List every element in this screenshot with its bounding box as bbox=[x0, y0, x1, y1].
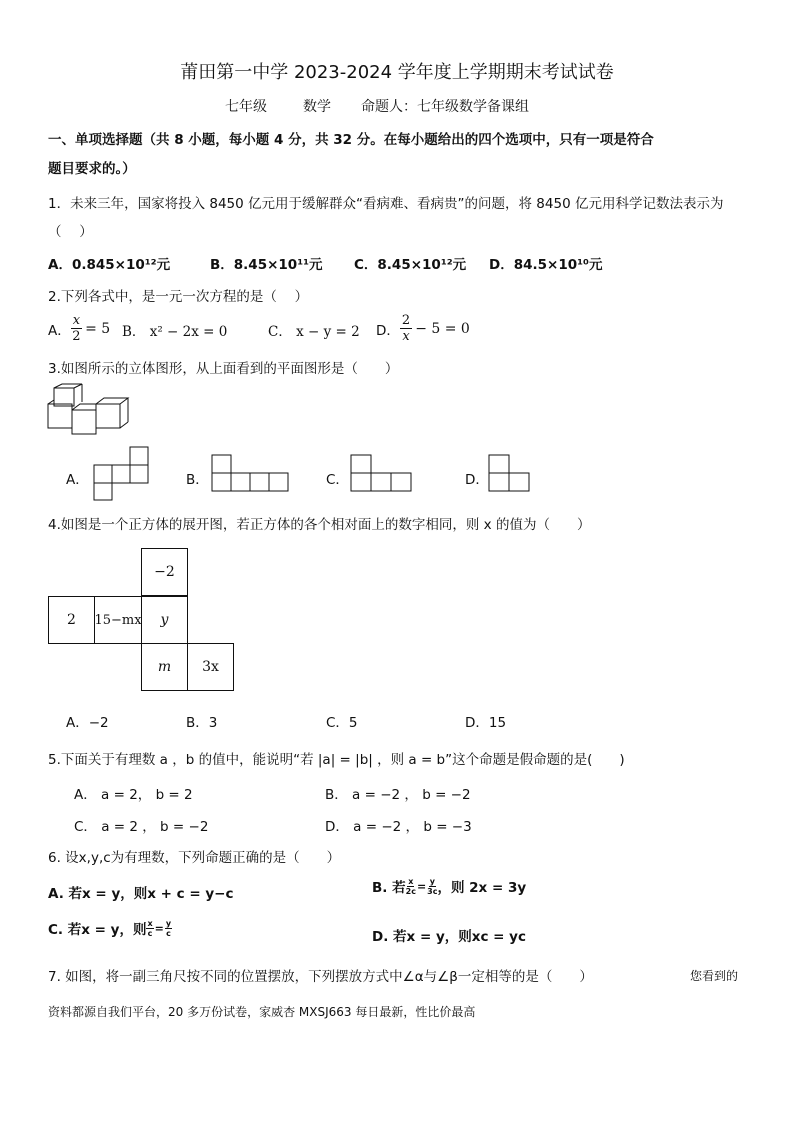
q7-ad-line1: 您看到的 bbox=[690, 969, 739, 983]
q3-option-b-figure bbox=[210, 453, 290, 493]
q3-solid-figure bbox=[46, 384, 136, 442]
q2-a-numerator: x bbox=[72, 313, 81, 328]
exam-title: 莆田第一中学 2023-2024 学年度上学期期末考试试卷 bbox=[180, 62, 614, 83]
q6-c-den-1: c bbox=[147, 928, 153, 938]
q4-net-cell-15-mx: 15−mx bbox=[94, 596, 142, 644]
q6-b-suffix: ，则 2x = 3y bbox=[437, 880, 527, 896]
q2-d-denominator: x bbox=[402, 329, 410, 344]
q2-option-c: C． x − y = 2 bbox=[268, 324, 360, 340]
q6-b-prefix: B. 若 bbox=[372, 880, 406, 896]
q6-c-prefix: C. 若x = y，则 bbox=[48, 922, 147, 938]
q6-stem: 6. 设x,y,c为有理数，下列命题正确的是（ ） bbox=[48, 850, 341, 866]
q6-option-b bbox=[372, 876, 526, 896]
q4-net-cell-m: m bbox=[141, 643, 188, 691]
q6-c-fraction-1 bbox=[146, 919, 153, 938]
q6-option-c bbox=[48, 918, 172, 938]
q2-option-d bbox=[376, 313, 470, 344]
q4-option-c: C．5 bbox=[326, 715, 358, 731]
q7-stem: 7. 如图，将一副三角尺按不同的位置摆放，下列摆放方式中∠α与∠β一定相等的是（ ） bbox=[48, 969, 593, 985]
q2-option-a-label: A． bbox=[48, 322, 71, 339]
q1-stem: 1．未来三年，国家将投入 8450 亿元用于缓解群众“看病难、看病贵”的问题，将 8450 亿元用科学记数法表示为 bbox=[48, 196, 724, 212]
q6-b-den-2: 3c bbox=[427, 886, 438, 896]
q1-option-d: D．84.5×10¹⁰元 bbox=[489, 257, 603, 273]
q2-a-denominator: 2 bbox=[72, 329, 81, 344]
q2-stem: 2.下列各式中，是一元一次方程的是（ ） bbox=[48, 289, 309, 305]
q6-b-fraction-2 bbox=[427, 877, 437, 896]
subject-label: 数学 bbox=[303, 99, 331, 115]
q2-a-rest: = 5 bbox=[85, 320, 111, 337]
q4-net-cell-top: −2 bbox=[141, 548, 188, 596]
q2-option-a-fraction bbox=[71, 313, 82, 344]
q4-stem: 4.如图是一个正方体的展开图，若正方体的各个相对面上的数字相同，则 x 的值为（ ） bbox=[48, 517, 591, 533]
q1-option-b: B．8.45×10¹¹元 bbox=[210, 257, 323, 273]
q2-option-d-fraction bbox=[400, 313, 412, 344]
q4-net-cell-left: 2 bbox=[48, 596, 95, 644]
q6-option-a: A. 若x = y，则x + c = y−c bbox=[48, 886, 234, 902]
q4-net-cell-3x: 3x bbox=[187, 643, 234, 691]
q6-c-num-2: y bbox=[165, 918, 172, 928]
q3-option-d-figure bbox=[487, 453, 531, 493]
q6-c-fraction-2 bbox=[165, 919, 172, 938]
section-heading-line2: 题目要求的。） bbox=[48, 161, 136, 177]
q3-option-d-label: D． bbox=[465, 472, 489, 488]
q3-option-c-label: C． bbox=[326, 472, 349, 488]
q1-option-c: C．8.45×10¹²元 bbox=[354, 257, 467, 273]
q6-b-num-2: y bbox=[429, 876, 435, 886]
q1-stem-paren: （ ） bbox=[48, 224, 93, 240]
q6-c-num-1: x bbox=[147, 918, 153, 928]
q4-option-b: B．3 bbox=[186, 715, 218, 731]
q6-b-den-1: 2c bbox=[405, 886, 416, 896]
q2-option-a bbox=[48, 313, 110, 344]
q2-option-d-label: D． bbox=[376, 322, 400, 339]
q2-option-b: B． x² − 2x = 0 bbox=[122, 324, 228, 340]
q4-option-d: D．15 bbox=[465, 715, 507, 731]
q5-option-d: D． a = −2 ， b = −3 bbox=[325, 819, 472, 835]
q6-c-equals: = bbox=[154, 921, 164, 935]
q6-c-den-2: c bbox=[166, 928, 171, 938]
author-label: 命题人：七年级数学备课组 bbox=[361, 99, 529, 115]
q6-option-d: D. 若x = y，则xc = yc bbox=[372, 929, 526, 945]
q4-option-a: A．−2 bbox=[66, 715, 109, 731]
q3-option-c-figure bbox=[349, 453, 413, 493]
q7-ad-line2: 资料都源自我们平台，20 多万份试卷，家威杏 MXSJ663 每日最新，性比价最高 bbox=[48, 1005, 476, 1019]
q2-d-rest: − 5 = 0 bbox=[415, 320, 470, 337]
q6-b-fraction-1 bbox=[406, 877, 416, 896]
q5-stem: 5.下面关于有理数 a ，b 的值中，能说明“若 |a| = |b| ，则 a = b”这个命题是假命题的是( ) bbox=[48, 752, 625, 768]
q2-d-numerator: 2 bbox=[401, 313, 411, 328]
section-heading-line1: 一、单项选择题（共 8 小题，每小题 4 分，共 32 分。在每小题给出的四个选项中，只有一项是符合 bbox=[48, 132, 654, 148]
q1-option-a: A．0.845×10¹²元 bbox=[48, 257, 171, 273]
q3-option-a-label: A． bbox=[66, 472, 89, 488]
grade-label: 七年级 bbox=[225, 99, 267, 115]
q5-option-c: C． a = 2 ， b = −2 bbox=[74, 819, 209, 835]
q6-b-num-1: x bbox=[408, 876, 414, 886]
q5-option-a: A． a = 2， b = 2 bbox=[74, 787, 193, 803]
q3-option-a-figure bbox=[92, 446, 152, 502]
q5-option-b: B． a = −2 ， b = −2 bbox=[325, 787, 471, 803]
q4-net-cell-y: y bbox=[141, 596, 188, 644]
q3-stem: 3.如图所示的立体图形，从上面看到的平面图形是（ ） bbox=[48, 361, 399, 377]
q3-option-b-label: B． bbox=[186, 472, 209, 488]
q6-b-equals: = bbox=[416, 879, 427, 893]
